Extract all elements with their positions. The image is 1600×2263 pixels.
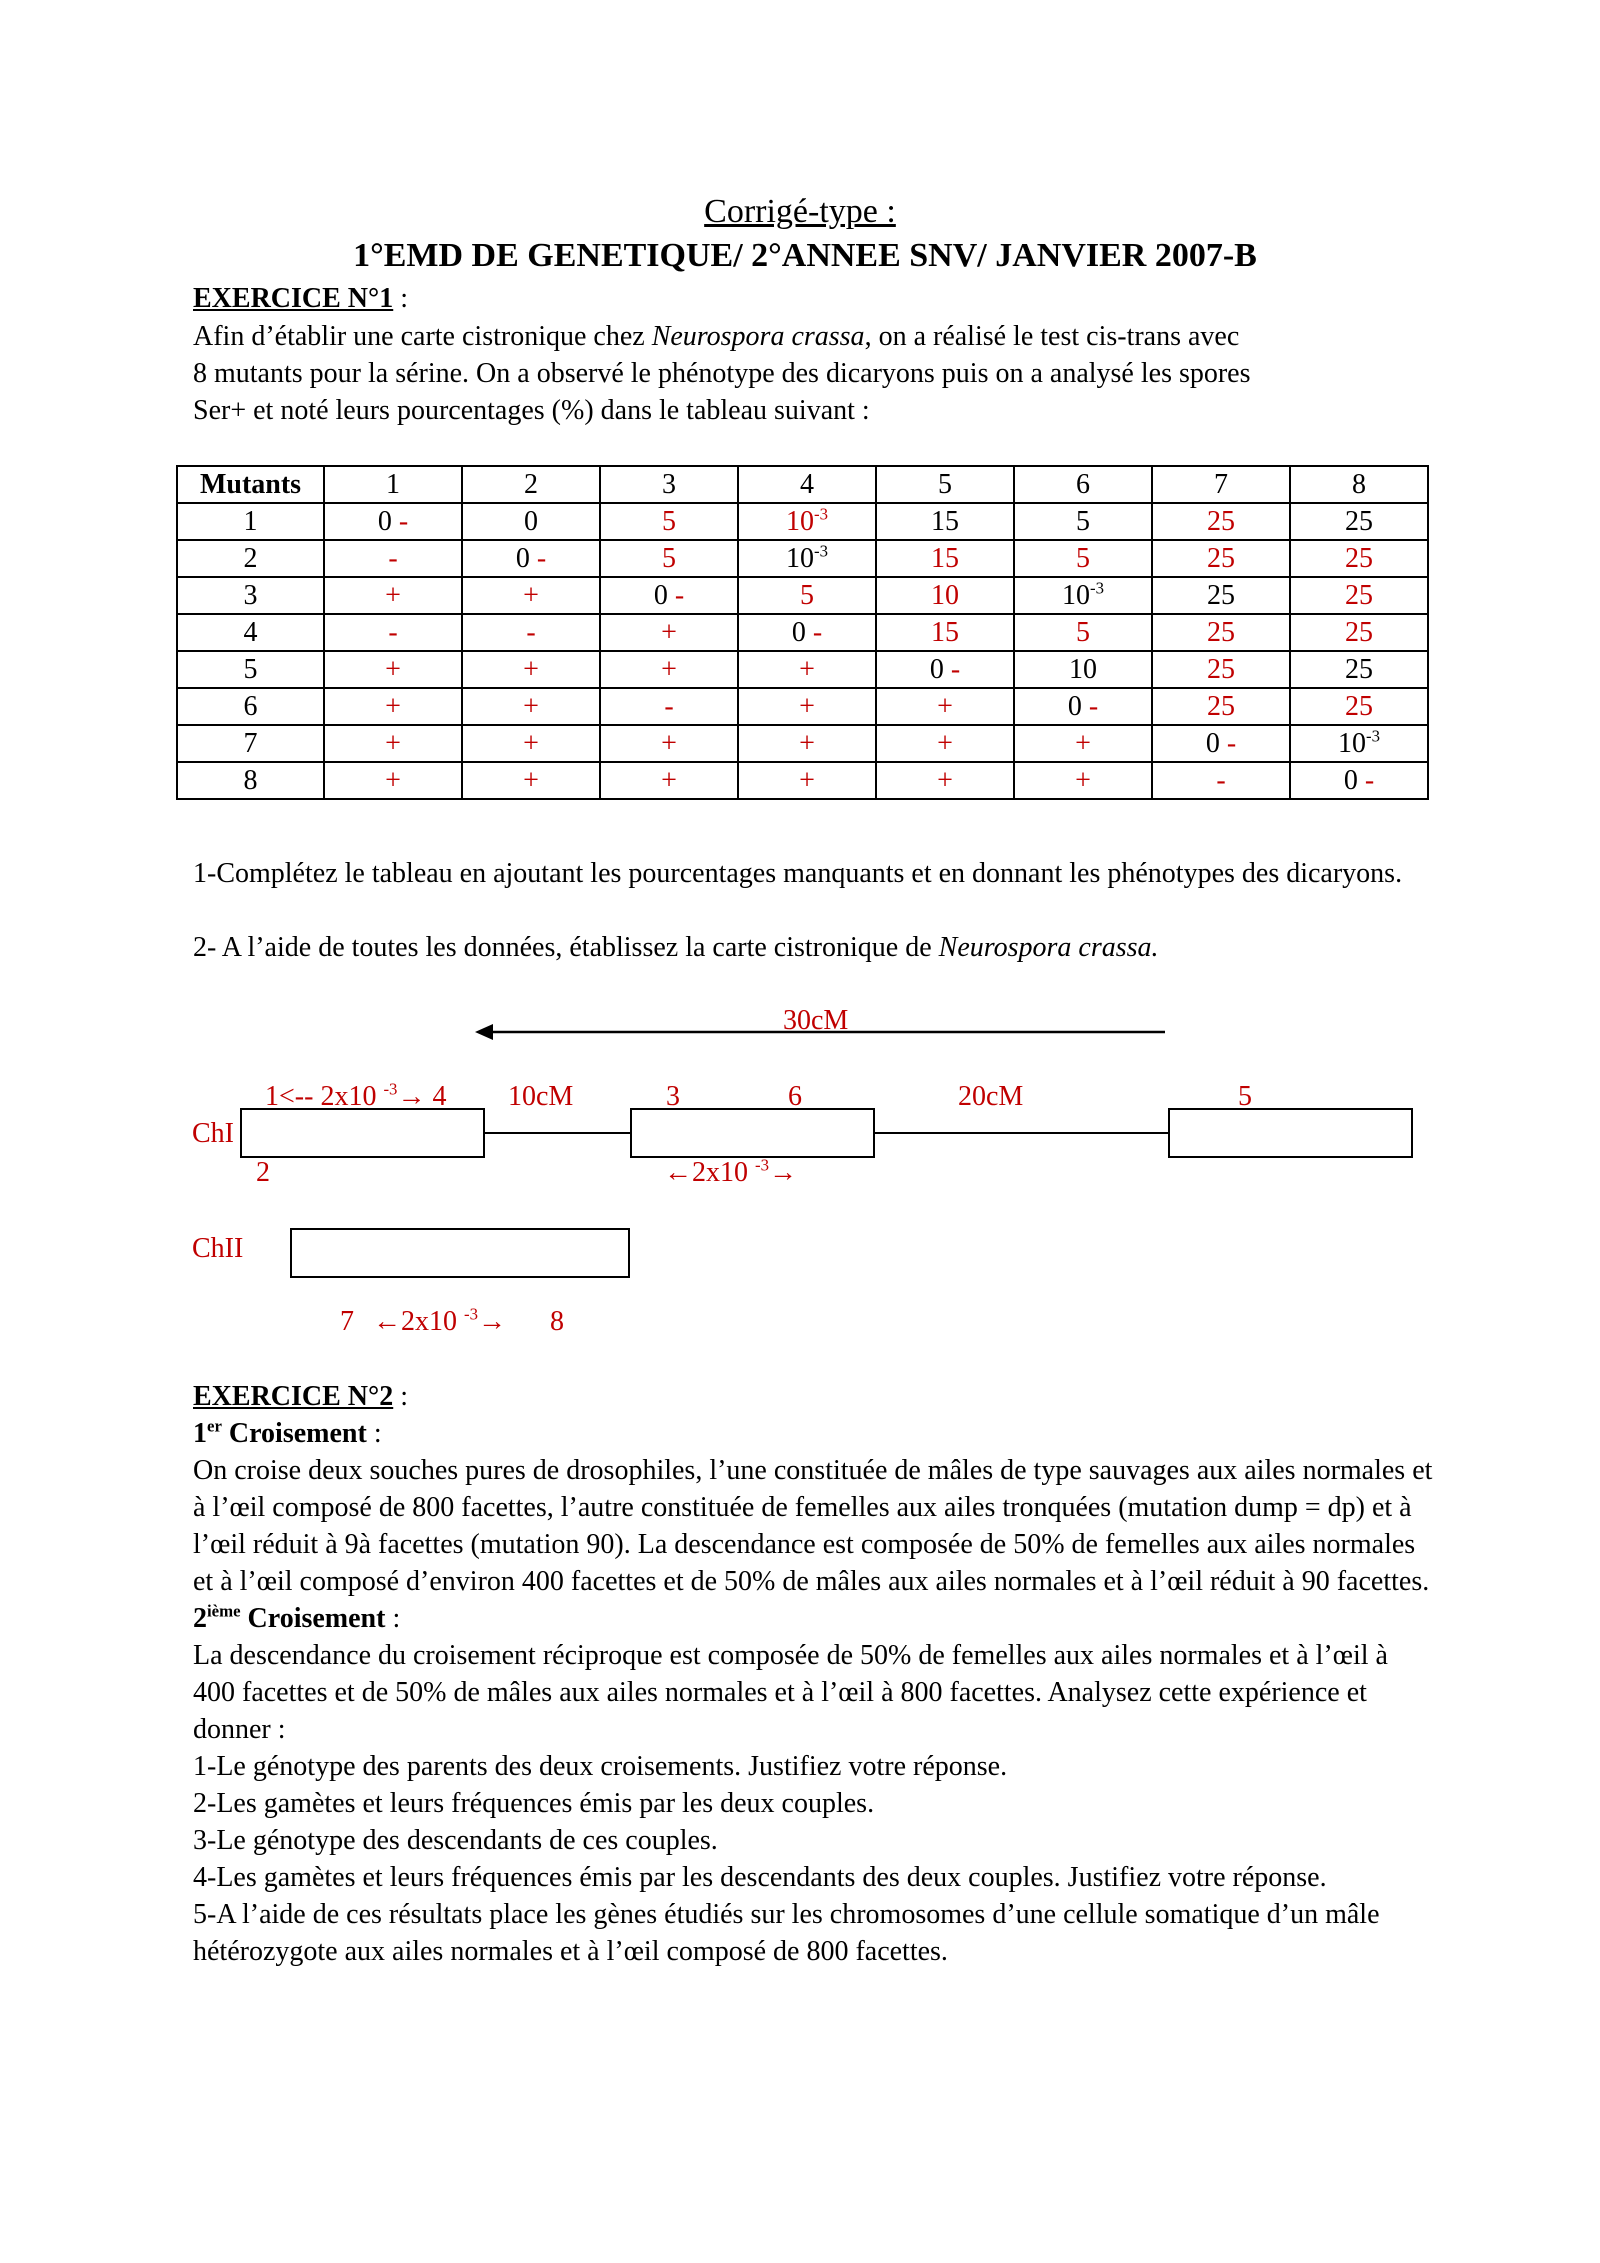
exercise-2-question-4: 4-Les gamètes et leurs fréquences émis par les descendants des deux couples. Justifiez votre réponse. (193, 1862, 1327, 1893)
table-cell: + (462, 688, 600, 725)
table-cell: 25 (1290, 614, 1428, 651)
table-cell: + (876, 688, 1014, 725)
table-cell: 25 (1290, 503, 1428, 540)
table-cell: $10^{-3}$ (738, 540, 876, 577)
table-row-label: 1 (177, 503, 324, 540)
intro-line-2: 8 mutants pour la sérine. On a observé le phénotype des dicaryons puis on a analysé les spores (193, 358, 1251, 389)
table-row-label: 3 (177, 577, 324, 614)
table-cell: 5 (600, 540, 738, 577)
table-row-label: 8 (177, 762, 324, 799)
table-cell: + (738, 762, 876, 799)
table-header-cell: 7 (1152, 466, 1290, 503)
exercise-2 (193, 1378, 1433, 1970)
table-cell: 0 (462, 503, 600, 540)
table-cell: + (324, 577, 462, 614)
table-cell: 5 (1014, 503, 1152, 540)
table-header-cell: 2 (462, 466, 600, 503)
map-label-20cm: 20cM (958, 1081, 1024, 1112)
table-row-label: 2 (177, 540, 324, 577)
table-header-mutants: Mutants (177, 466, 324, 503)
cross-2-text: La descendance du croisement réciproque est composée de 50% de femelles aux ailes normales et à l’œil à 400 facettes et de 50% de mâles aux ailes normales et à l’œil à 800 facettes. Analysez cette expérience et donner : (193, 1640, 1388, 1745)
table-cell: 25 (1152, 651, 1290, 688)
table-cell: + (324, 651, 462, 688)
table-row (177, 614, 1428, 651)
exercise-1-title: EXERCICE N°1 (193, 283, 394, 314)
table-cell: 15 (876, 614, 1014, 651)
table-cell: + (1014, 762, 1152, 799)
table-cell: 25 (1152, 577, 1290, 614)
table-cell: 25 (1152, 540, 1290, 577)
table-cell: 10 (1014, 651, 1152, 688)
exam-header: 1°EMD DE GENETIQUE/ 2°ANNEE SNV/ JANVIER 2007-B (353, 237, 1257, 274)
table-cell: 0 - (324, 503, 462, 540)
table-row (177, 762, 1428, 799)
table-cell: 25 (1152, 688, 1290, 725)
species-name: Neurospora crassa. (938, 932, 1159, 963)
exercise-1-intro (193, 318, 1433, 429)
chromosome-1-link-a (485, 1132, 630, 1134)
table-cell: + (600, 762, 738, 799)
table-cell: - (324, 614, 462, 651)
table-header-cell: 5 (876, 466, 1014, 503)
table-cell: + (1014, 725, 1152, 762)
page-title: Corrigé-type : (704, 193, 896, 230)
table-cell: 25 (1290, 651, 1428, 688)
table-cell: 25 (1290, 577, 1428, 614)
table-cell: 0 - (1290, 762, 1428, 799)
chromosome-1-segment-a (240, 1108, 485, 1158)
table-cell: $10^{-3}$ (1290, 725, 1428, 762)
cis-trans-table (176, 465, 1429, 800)
table-row (177, 577, 1428, 614)
table-cell: 15 (876, 503, 1014, 540)
table-row (177, 651, 1428, 688)
table-row-label: 7 (177, 725, 324, 762)
table-row (177, 725, 1428, 762)
cross-2-heading: 2ième Croisement : (193, 1601, 401, 1634)
table-cell: + (324, 762, 462, 799)
table-cell: 0 - (738, 614, 876, 651)
table-cell: 25 (1290, 688, 1428, 725)
table-cell: + (462, 762, 600, 799)
table-header-cell: 8 (1290, 466, 1428, 503)
table-row (177, 540, 1428, 577)
table-cell: 5 (600, 503, 738, 540)
chromosome-1-segment-b (630, 1108, 875, 1158)
table-row (177, 688, 1428, 725)
table-cell: 25 (1152, 614, 1290, 651)
intro-line-1: Afin d’établir une carte cistronique chez Neurospora crassa, on a réalisé le test cis-trans avec (193, 321, 1240, 352)
table-cell: 0 - (600, 577, 738, 614)
table-row-label: 6 (177, 688, 324, 725)
table-cell: - (1152, 762, 1290, 799)
table-header-row (177, 466, 1428, 503)
table-cell: + (462, 651, 600, 688)
table-cell: 5 (738, 577, 876, 614)
table-cell: + (600, 651, 738, 688)
table-cell: 15 (876, 540, 1014, 577)
intro-line-3: Ser+ et noté leurs pourcentages (%) dans le tableau suivant : (193, 395, 870, 426)
table-cell: + (738, 688, 876, 725)
table-cell: + (876, 725, 1014, 762)
table-cell: + (462, 725, 600, 762)
map-label-5: 5 (1238, 1081, 1252, 1112)
map-label-7-8: ←2x10 $^{-3}$→ (373, 1304, 506, 1337)
table-header-cell: 4 (738, 466, 876, 503)
table-cell: 0 - (1014, 688, 1152, 725)
species-name: Neurospora crassa (651, 321, 865, 352)
table-header-cell: 3 (600, 466, 738, 503)
chromosome-1-label: ChI (192, 1118, 234, 1149)
table-row (177, 503, 1428, 540)
exercise-2-question-2: 2-Les gamètes et leurs fréquences émis par les deux couples. (193, 1788, 875, 1819)
map-label-8: 8 (550, 1306, 564, 1337)
chromosome-2-segment (290, 1228, 630, 1278)
table-header-cell: 1 (324, 466, 462, 503)
map-label-3: 3 (666, 1081, 680, 1112)
exercise-1-question-1: 1-Complétez le tableau en ajoutant les pourcentages manquants et en donnant les phénotypes des dicaryons. (193, 858, 1403, 889)
table-header-cell: 6 (1014, 466, 1152, 503)
exercise-2-question-3: 3-Le génotype des descendants de ces couples. (193, 1825, 718, 1856)
table-cell: $10^{-3}$ (1014, 577, 1152, 614)
table-cell: + (876, 762, 1014, 799)
table-cell: 5 (1014, 540, 1152, 577)
map-label-1-4: 1<-- 2x10 $^{-3}$→ 4 (265, 1079, 447, 1112)
map-label-3-6: ←2x10 $^{-3}$→ (664, 1155, 797, 1188)
table-cell: 0 - (876, 651, 1014, 688)
table-cell: 10 (876, 577, 1014, 614)
table-cell: - (324, 540, 462, 577)
table-cell: + (738, 651, 876, 688)
cross-1-heading: 1er Croisement : (193, 1416, 382, 1449)
chromosome-2-label: ChII (192, 1233, 244, 1264)
table-row-label: 4 (177, 614, 324, 651)
chromosome-1-segment-c (1168, 1108, 1413, 1158)
exercise-1-question-2: 2- A l’aide de toutes les données, établissez la carte cistronique de Neurospora crassa. (193, 932, 1159, 963)
exercise-2-heading: EXERCICE N°2 : (193, 1381, 409, 1412)
exercise-2-question-5: 5-A l’aide de ces résultats place les gènes étudiés sur les chromosomes d’une cellule somatique d’un mâle hétérozygote aux ailes normales et à l’œil composé de 800 facettes. (193, 1899, 1380, 1967)
table-cell: + (738, 725, 876, 762)
exercise-2-question-1: 1-Le génotype des parents des deux croisements. Justifiez votre réponse. (193, 1751, 1008, 1782)
table-cell: + (600, 725, 738, 762)
map-distance-total: 30cM (783, 1005, 849, 1036)
table-cell: + (462, 577, 600, 614)
table-cell: 25 (1152, 503, 1290, 540)
table-cell: 5 (1014, 614, 1152, 651)
map-label-10cm: 10cM (508, 1081, 574, 1112)
exercise-1-colon: : (393, 283, 409, 314)
cross-1-text: On croise deux souches pures de drosophiles, l’une constituée de mâles de type sauvages aux ailes normales et à l’œil composé de 800 facettes, l’autre constituée de femelles aux ailes tronquées (mutation dump = dp) et à l’œil réduit à 9à facettes (mutation 90). La descendance est composée de 50% de femelles aux ailes normales et à l’œil composé d’environ 400 facettes et de 50% de mâles aux ailes normales et à l’œil réduit à 90 facettes. (193, 1455, 1433, 1597)
map-label-2: 2 (256, 1157, 270, 1188)
table-row-label: 5 (177, 651, 324, 688)
table-cell: + (324, 688, 462, 725)
chromosome-1-link-b (875, 1132, 1168, 1134)
exercise-1-heading (193, 280, 408, 317)
table-cell: + (600, 614, 738, 651)
table-cell: 0 - (462, 540, 600, 577)
table-cell: - (462, 614, 600, 651)
table-cell: 0 - (1152, 725, 1290, 762)
table-cell: - (600, 688, 738, 725)
table-cell: 25 (1290, 540, 1428, 577)
map-label-6: 6 (788, 1081, 802, 1112)
table-cell: + (324, 725, 462, 762)
table-cell: $10^{-3}$ (738, 503, 876, 540)
map-label-7: 7 (340, 1306, 354, 1337)
